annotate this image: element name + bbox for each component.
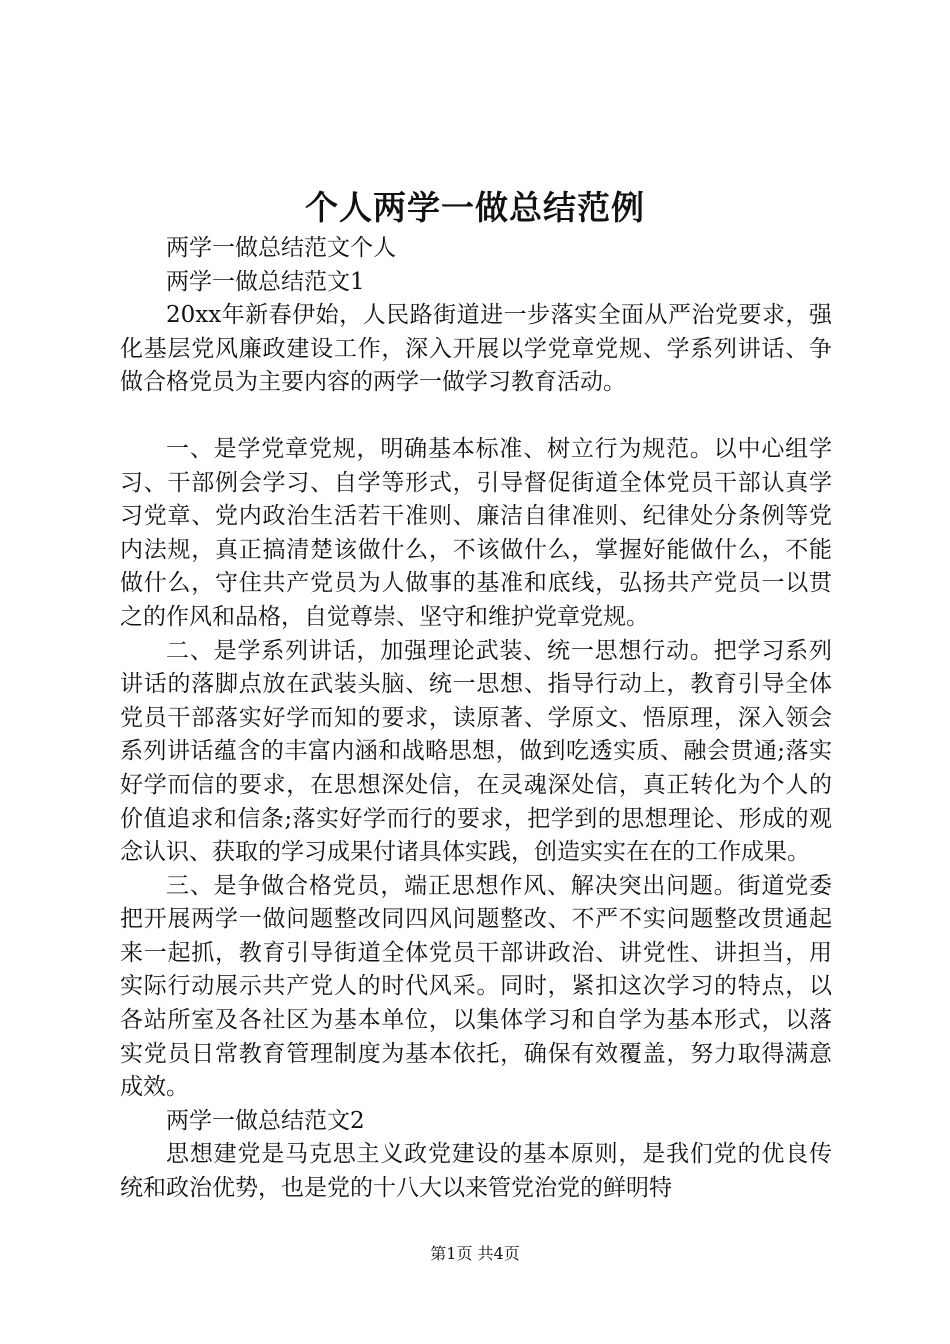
paragraph-point-1: 一、是学党章党规，明确基本标准、树立行为规范。以中心组学习、干部例会学习、自学等形式，引导督促街道全体党员干部认真学习党章、党内政治生活若干准则、廉洁自律准则、纪律处分条例等党内法规，真正搞清楚该做什么，不该做什么，掌握好能做什么，不能做什么，守住共产党员为人做事的基准和底线，弘扬共产党员一以贯之的作风和品格，自觉尊崇、坚守和维护党章党规。: [120, 435, 832, 630]
document-title: 个人两学一做总结范例: [305, 188, 645, 227]
paragraph-point-2: 二、是学系列讲话，加强理论武装、统一思想行动。把学习系列讲话的落脚点放在武装头脑、统一思想、指导行动上，教育引导全体党员干部落实好学而知的要求，读原著、学原文、悟原理，深入领会系列讲话蕴含的丰富内涵和战略思想，做到吃透实质、融会贯通;落实好学而信的要求，在思想深处信，在灵魂深处信，真正转化为个人的价值追求和信条;落实好学而行的要求，把学到的思想理论、形成的观念认识、获取的学习成果付诸具体实践，创造实实在在的工作成果。: [120, 637, 832, 866]
paragraph-section-heading-2: 两学一做总结范文2: [166, 1107, 365, 1134]
paragraph-subtitle: 两学一做总结范文个人: [166, 235, 396, 261]
paragraph-point-3: 三、是争做合格党员，端正思想作风、解决突出问题。街道党委把开展两学一做问题整改同四风问题整改、不严不实问题整改贯通起来一起抓，教育引导街道全体党员干部讲政治、讲党性、讲担当，用实际行动展示共产党人的时代风采。同时，紧扣这次学习的特点，以各站所室及各社区为基本单位，以集体学习和自学为基本形式，以落实党员日常教育管理制度为基本依托，确保有效覆盖，努力取得满意成效。: [120, 872, 832, 1101]
page-footer: 第1页 共4页: [430, 1244, 520, 1263]
paragraph-section-2-body: 思想建党是马克思主义政党建设的基本原则，是我们党的优良传统和政治优势，也是党的十八大以来管党治党的鲜明特: [120, 1141, 832, 1202]
paragraph-section-heading-1: 两学一做总结范文1: [166, 268, 365, 295]
paragraph-intro: 20xx年新春伊始，人民路街道进一步落实全面从严治党要求，强化基层党风廉政建设工作，深入开展以学党章党规、学系列讲话、争做合格党员为主要内容的两学一做学习教育活动。: [120, 302, 832, 396]
document-body: [120, 232, 832, 1206]
